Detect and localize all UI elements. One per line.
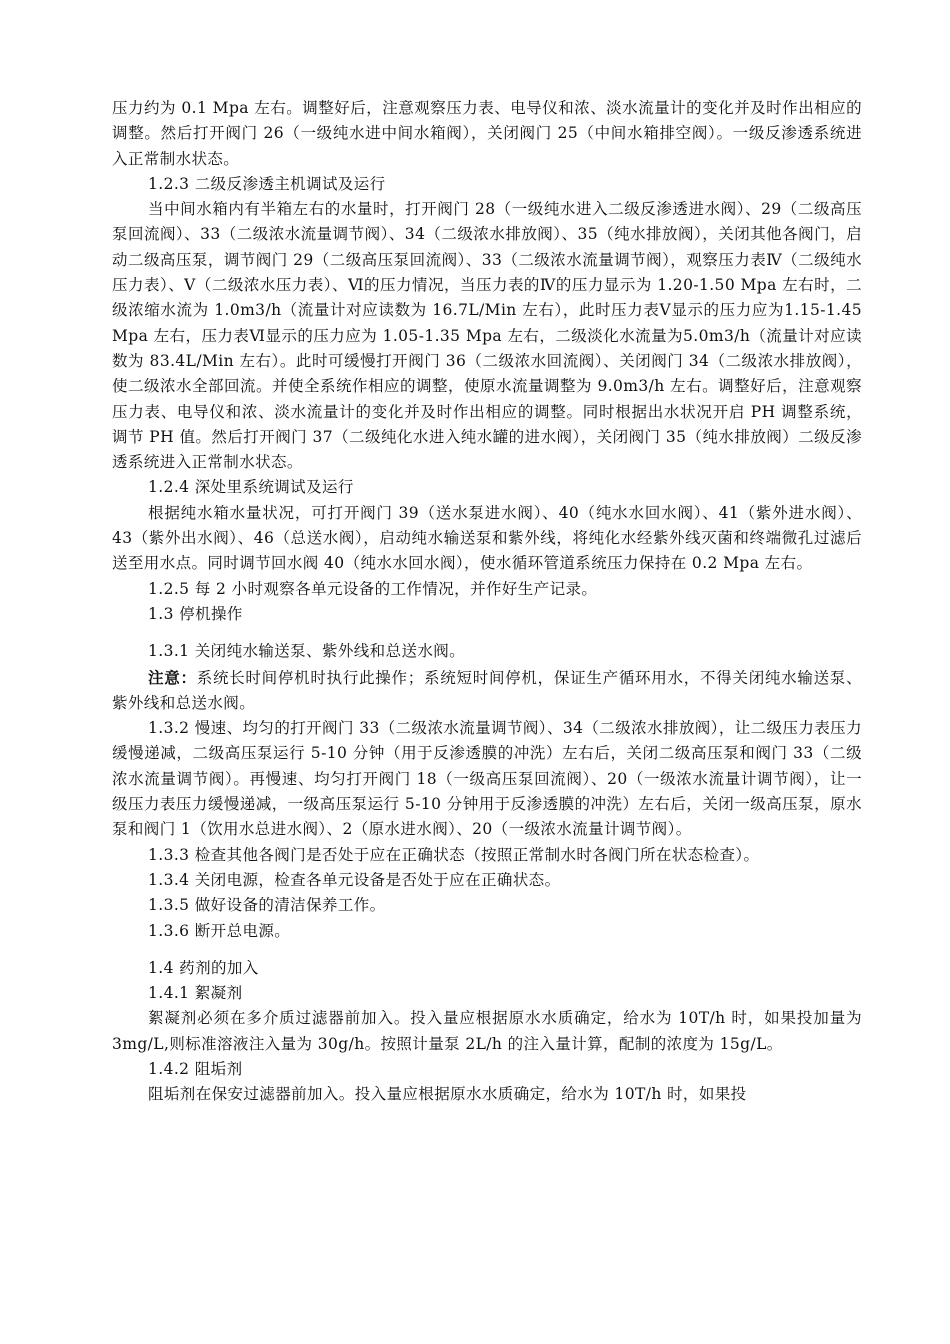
heading-1-4-2: 1.4.2 阻垢剂: [148, 1059, 243, 1078]
paragraph-flocculant: 絮凝剂必须在多介质过滤器前加入。投入量应根据原水水质确定，给水为 10T/h 时，如果投加量为 3mg/L,则标准溶液注入量为 30g/h。按照计量泵 2L/h 的注入量计算，配制的浓度为 15g/L。: [112, 1009, 862, 1053]
paragraph-antiscalant: 阻垢剂在保安过滤器前加入。投入量应根据原水水质确定，给水为 10T/h 时，如果投: [148, 1085, 747, 1104]
paragraph-1-3-3: 1.3.3 检查其他各阀门是否处于应在正确状态（按照正常制水时各阀门所在状态检查）。: [148, 845, 760, 864]
paragraph-1-2-5: 1.2.5 每 2 小时观察各单元设备的工作情况，并作好生产记录。: [148, 579, 598, 598]
spacer: [112, 944, 862, 956]
paragraph-1-3-1: 1.3.1 关闭纯水输送泵、紫外线和总送水阀。: [148, 642, 466, 661]
paragraph-1-3-4: 1.3.4 关闭电源，检查各单元设备是否处于应在正确状态。: [148, 870, 561, 889]
paragraph-note: [112, 665, 862, 717]
note-label: 注意：: [148, 667, 197, 687]
paragraph-1-3-6: 1.3.6 断开总电源。: [148, 921, 291, 940]
paragraph-stage1-finish: 压力约为 0.1 Mpa 左右。调整好后，注意观察压力表、电导仪和浓、淡水流量计的变化并及时作出相应的调整。然后打开阀门 26（一级纯水进中间水箱阀），关闭阀门 25（中间水箱排空阀）。一级反渗透系统进入正常制水状态。: [112, 99, 862, 168]
paragraph-stage2-ro: 当中间水箱内有半箱左右的水量时，打开阀门 28（一级纯水进入二级反渗透进水阀）、29（二级高压泵回流阀）、33（二级浓水流量调节阀）、34（二级浓水排放阀）、35（纯水排放阀），关闭其他各阀门，启动二级高压泵，调节阀门 29（二级高压泵回流阀）、33（二级浓水流量调节阀），观察压力表Ⅳ（二级纯水压力表）、Ⅴ（二级浓水压力表）、Ⅵ的压力情况，当压力表的Ⅳ的压力显示为 1.20-1.50 Mpa 左右时，二级浓缩水流为 1.0m3/h（流量计对应读数为 16.7L/Min 左右），此时压力表Ⅴ显示的压力应为1.15-1.45 Mpa 左右，压力表Ⅵ显示的压力应为 1.05-1.35 Mpa 左右，二级淡化水流量为5.0m3/h（流量计对应读数为 83.4L/Min 左右）。此时可缓慢打开阀门 36（二级浓水回流阀）、关闭阀门 34（二级浓水排放阀），使二级浓水全部回流。并使全系统作相应的调整，使原水流量调整为 9.0m3/h 左右。调整好后，注意观察压力表、电导仪和浓、淡水流量计的变化并及时作出相应的调整。同时根据出水状况开启 PH 调整系统，调节 PH 值。然后打开阀门 37（二级纯化水进入纯水罐的进水阀），关闭阀门 35（纯水排放阀）二级反渗透系统进入正常制水状态。: [112, 200, 862, 472]
paragraph-deep-treatment: 根据纯水箱水量状况，可打开阀门 39（送水泵进水阀）、40（纯水水回水阀）、41（紫外进水阀）、43（紫外出水阀）、46（总送水阀），启动纯水输送泵和紫外线，将纯化水经紫外线灭菌和终端微孔过滤后送至用水点。同时调节回水阀 40（纯水水回水阀），使水循环管道系统压力保持在 0.2 Mpa 左右。: [112, 503, 862, 573]
note-text: 系统长时间停机时执行此操作；系统短时间停机，保证生产循环用水，不得关闭纯水输送泵、紫外线和总送水阀。: [112, 668, 863, 712]
paragraph-1-3-5: 1.3.5 做好设备的清洁保养工作。: [148, 896, 386, 915]
heading-1-3: 1.3 停机操作: [148, 604, 243, 623]
heading-1-2-4: 1.2.4 深处里系统调试及运行: [148, 478, 354, 497]
paragraph-1-3-2: 1.3.2 慢速、均匀的打开阀门 33（二级浓水流量调节阀）、34（二级浓水排放阀），让二级压力表压力缓慢递减，二级高压泵运行 5-10 分钟（用于反渗透膜的冲洗）左右后，关闭二级高压泵和阀门 33（二级浓水流量调节阀）。再慢速、均匀打开阀门 18（一级高压泵回流阀）、20（一级浓水流量计调节阀），让一级压力表压力缓慢递减，一级高压泵运行 5-10 分钟用于反渗透膜的冲洗）左右后，关闭一级高压泵，原水泵和阀门 1（饮用水总进水阀）、2（原水进水阀）、20（一级浓水流量计调节阀）。: [112, 719, 862, 839]
heading-1-4: 1.4 药剂的加入: [148, 958, 259, 977]
spacer: [112, 627, 862, 639]
document-page: [112, 96, 862, 1108]
heading-1-2-3: 1.2.3 二级反渗透主机调试及运行: [148, 174, 386, 193]
heading-1-4-1: 1.4.1 絮凝剂: [148, 984, 243, 1003]
